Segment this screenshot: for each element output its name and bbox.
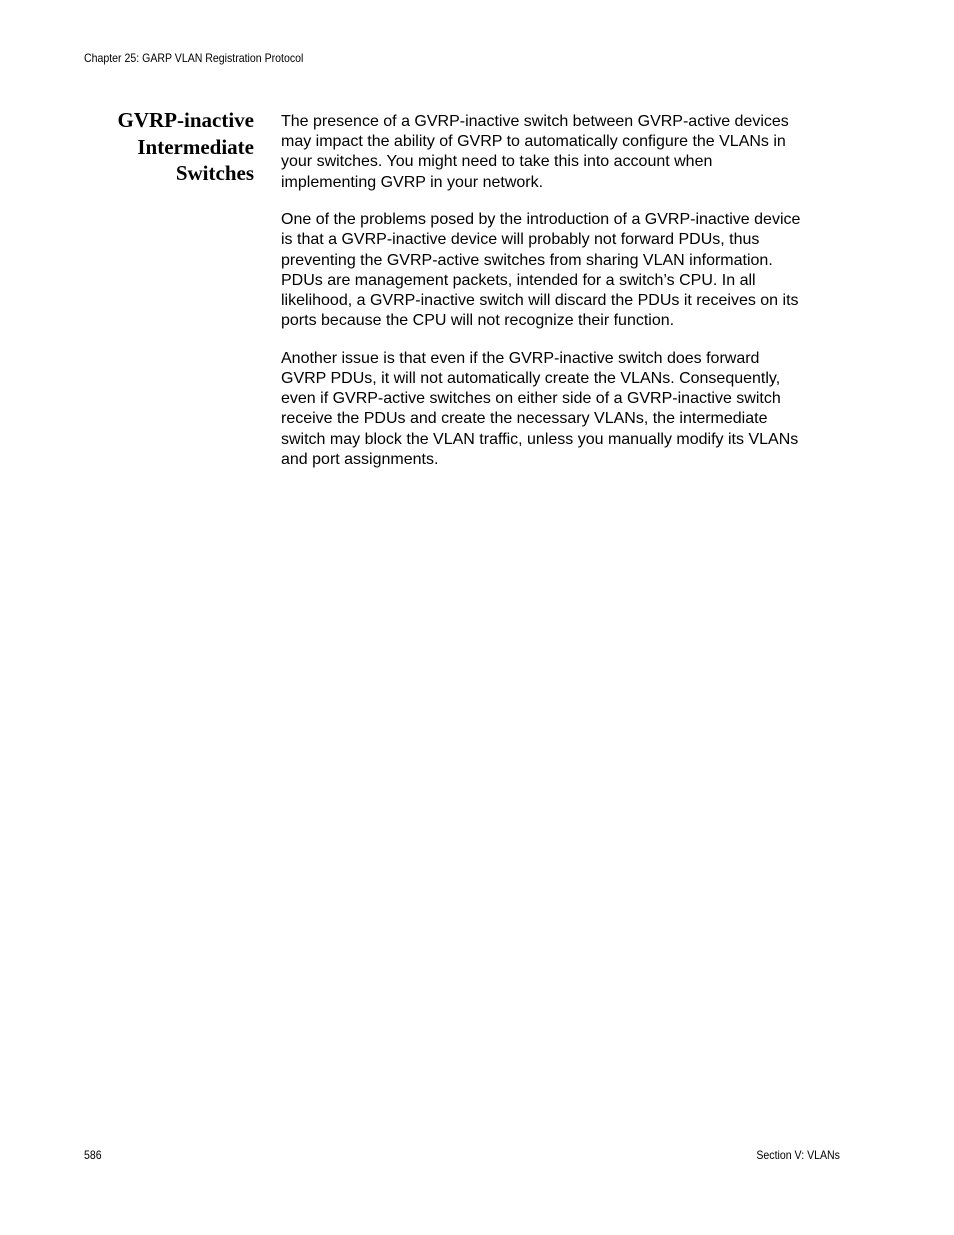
text-line: preventing the GVRP-active switches from sharing VLAN information. — [281, 251, 773, 269]
section-heading-line: GVRP-inactive — [117, 108, 254, 132]
section-heading — [84, 107, 254, 187]
section-heading-line: Intermediate — [137, 134, 254, 159]
footer-section-label: Section V: VLANs — [756, 1148, 840, 1162]
paragraph-gvrp-presence — [281, 112, 851, 193]
text-line: even if GVRP-active switches on either side of a GVRP-inactive switch — [281, 390, 781, 408]
text-line: PDUs are management packets, intended for a switch’s CPU. In all — [281, 271, 756, 289]
text-line: likelihood, a GVRP-inactive switch will discard the PDUs it receives on its — [281, 292, 799, 310]
text-line: and port assignments. — [281, 450, 439, 468]
text-line: is that a GVRP-inactive device will probably not forward PDUs, thus — [281, 231, 760, 249]
paragraph-pdu-forwarding — [281, 210, 851, 331]
text-line: may impact the ability of GVRP to automatically configure the VLANs in — [281, 133, 786, 151]
text-line: Another issue is that even if the GVRP-inactive switch does forward — [281, 349, 760, 367]
section-body — [281, 112, 851, 487]
paragraph-vlan-creation — [281, 349, 851, 470]
text-line: receive the PDUs and create the necessary VLANs, the intermediate — [281, 410, 768, 428]
section-heading-line: Switches — [175, 161, 254, 185]
text-line: ports because the CPU will not recognize their function. — [281, 312, 675, 330]
text-line: switch may block the VLAN traffic, unless you manually modify its VLANs — [281, 430, 799, 448]
text-line: One of the problems posed by the introduction of a GVRP-inactive device — [281, 211, 801, 229]
text-line: GVRP PDUs, it will not automatically create the VLANs. Consequently, — [281, 370, 781, 388]
running-header: Chapter 25: GARP VLAN Registration Protocol — [84, 51, 304, 65]
page-number: 586 — [84, 1148, 102, 1162]
text-line: your switches. You might need to take this into account when — [281, 153, 713, 171]
text-line: implementing GVRP in your network. — [281, 173, 544, 191]
text-line: The presence of a GVRP-inactive switch between GVRP-active devices — [281, 113, 789, 130]
